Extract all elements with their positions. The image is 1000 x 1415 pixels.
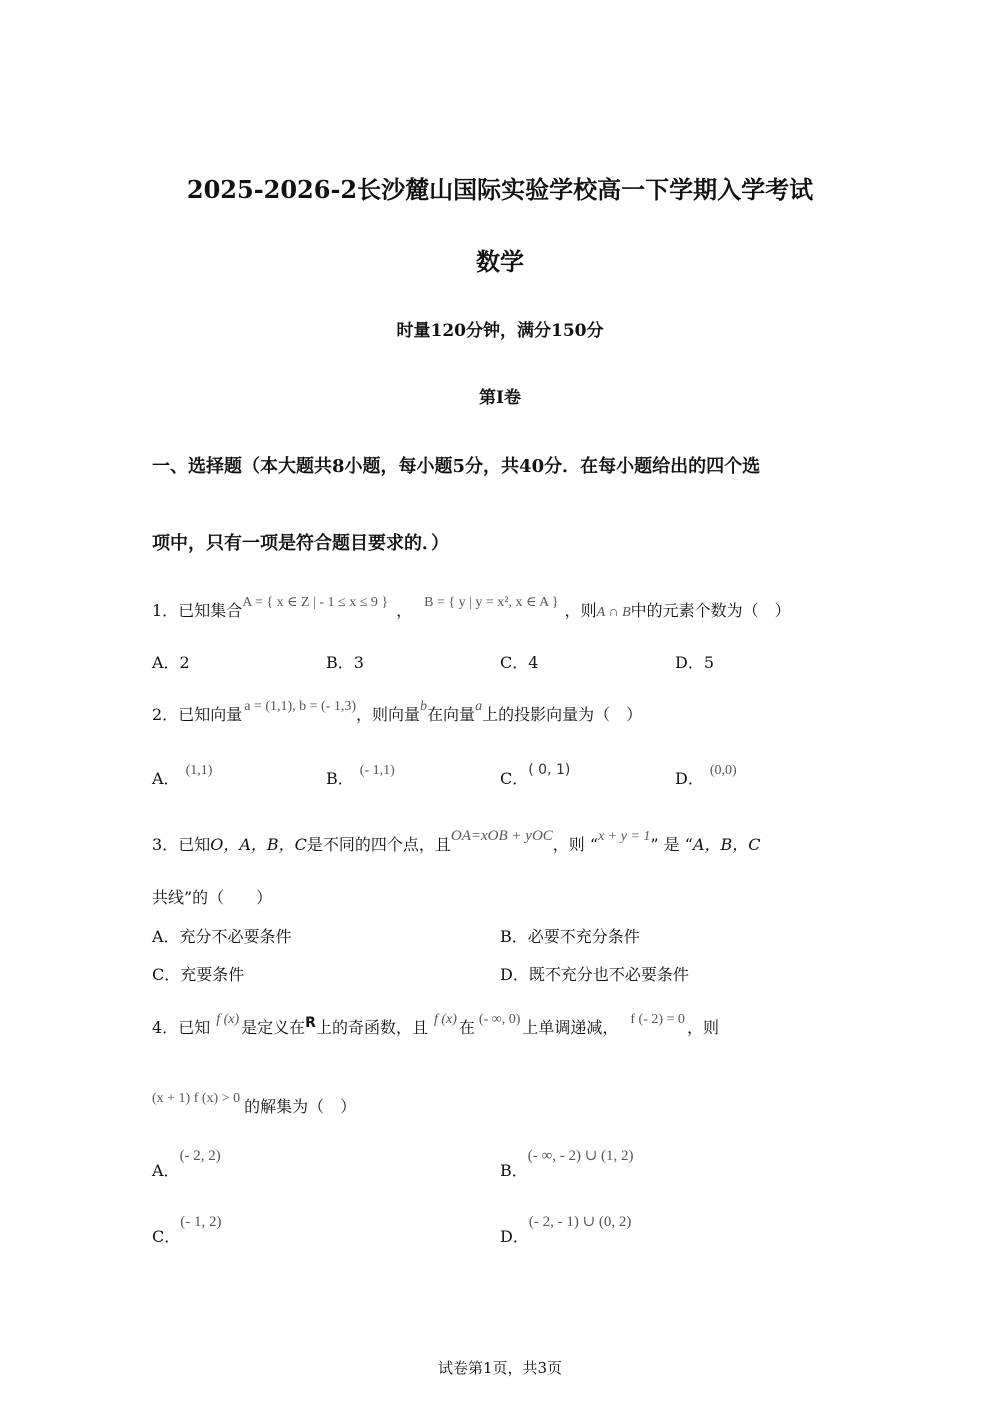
intersection-formula: A ∩ B [596,605,631,620]
section-heading-line1: 一、选择题（本大题共8小题，每小题5分，共40分．在每小题给出的四个选 [152,456,761,477]
q2-option-b [326,763,395,789]
q1-option-c: C．4 [500,653,539,672]
q2-option-d [675,763,737,789]
option-value: (- 1,1) [359,763,395,778]
question-text: 在 [458,1018,475,1037]
option-label: D． [500,1227,529,1246]
vector-equation: OA=xOB + yOC [450,828,553,844]
q3-option-b: B．必要不充分条件 [500,927,640,946]
option-value: (0,0) [709,763,737,778]
question-text: 是不同的四个点，且 [306,835,451,854]
question-number: 1． [152,601,179,620]
question-number: 2． [152,705,179,724]
section-heading-line2: 项中，只有一项是符合题目要求的．） [152,533,449,554]
option-label: A． [152,769,180,788]
inequality-formula: (x + 1) f (x) > 0 [152,1091,241,1106]
q2-option-a [152,763,213,789]
condition-formula: x + y = 1 [598,829,651,844]
option-value: (- 2, 2) [179,1148,221,1164]
separator: ， [396,601,413,620]
set-a-formula: A = { x ∈ Z | - 1 ≤ x ≤ 9 } [242,595,389,610]
question-text: ，则向量 [356,705,421,724]
question-text: 已知向量 [178,705,243,724]
option-label: D． [675,769,704,788]
question-text: ” 是 “ [650,835,693,854]
option-value: (- ∞, - 2) ∪ (1, 2) [527,1148,634,1164]
set-b-formula: B = { y | y = x², x ∈ A } [424,595,559,610]
option-value: ( 0, 1) [528,762,571,778]
question-text: ，则 [686,1018,719,1037]
q1-option-b: B．3 [326,653,364,672]
question-text: 已知 [178,1018,211,1037]
points-list: A，B，C [692,835,761,854]
q1-option-d: D．5 [675,653,715,672]
vector-a: a [475,699,483,714]
q4-option-a [152,1148,221,1181]
question-number: 3． [152,835,179,854]
q3-option-d: D．既不充分也不必要条件 [500,965,689,984]
q3-option-a: A．充分不必要条件 [152,927,292,946]
vector-b: b [420,699,428,714]
volume-title: 第Ⅰ卷 [479,388,521,408]
question-3-line2: 共线”的（ ） [152,888,273,907]
question-text: 是定义在 [241,1018,306,1037]
question-text: 上单调递减， [522,1018,619,1037]
q3-option-c: C．充要条件 [152,965,245,984]
page-footer: 试卷第1页，共3页 [437,1359,563,1377]
option-value: (- 1, 2) [180,1214,222,1230]
option-label: C． [152,1227,181,1246]
option-label: C． [500,769,529,788]
question-text: 已知集合 [178,601,243,620]
option-label: B． [326,769,354,788]
points-list: O，A，B，C [210,835,307,854]
function-f: f (x) [216,1012,240,1027]
q1-option-a: A．2 [152,653,190,672]
q4-option-c [152,1214,222,1247]
question-text: 中的元素个数为（ ） [630,601,791,620]
time-info: 时量120分钟，满分150分 [396,321,604,341]
q4-option-b [500,1148,634,1181]
function-f: f (x) [433,1012,457,1027]
question-text: 上的投影向量为（ ） [482,705,643,724]
question-1 [152,595,791,621]
vector-definition: a = (1,1), b = (- 1,3) [244,699,357,714]
real-numbers-symbol: R [305,1015,316,1031]
exam-title: 2025-2026-2长沙麓山国际实验学校高一下学期入学考试 [186,175,814,204]
option-label: A． [152,1161,180,1180]
q4-option-d [500,1214,632,1247]
q2-option-c [500,762,571,789]
question-text: ，则 “ [552,835,599,854]
question-2 [152,699,643,725]
function-value: f (- 2) = 0 [630,1012,685,1027]
question-text: 已知 [178,835,211,854]
question-4-line2 [152,1091,357,1117]
question-text: 的解集为（ ） [244,1097,357,1116]
option-label: B． [500,1161,528,1180]
option-value: (1,1) [185,763,213,778]
interval-formula: (- ∞, 0) [478,1012,521,1027]
option-value: (- 2, - 1) ∪ (0, 2) [528,1214,632,1230]
question-text: ，则 [564,601,597,620]
question-number: 4． [152,1018,179,1037]
question-4 [152,1012,719,1038]
question-3 [152,828,761,855]
question-text: 在向量 [427,705,476,724]
question-text: 上的奇函数，且 [315,1018,428,1037]
subject-title: 数学 [476,247,524,276]
